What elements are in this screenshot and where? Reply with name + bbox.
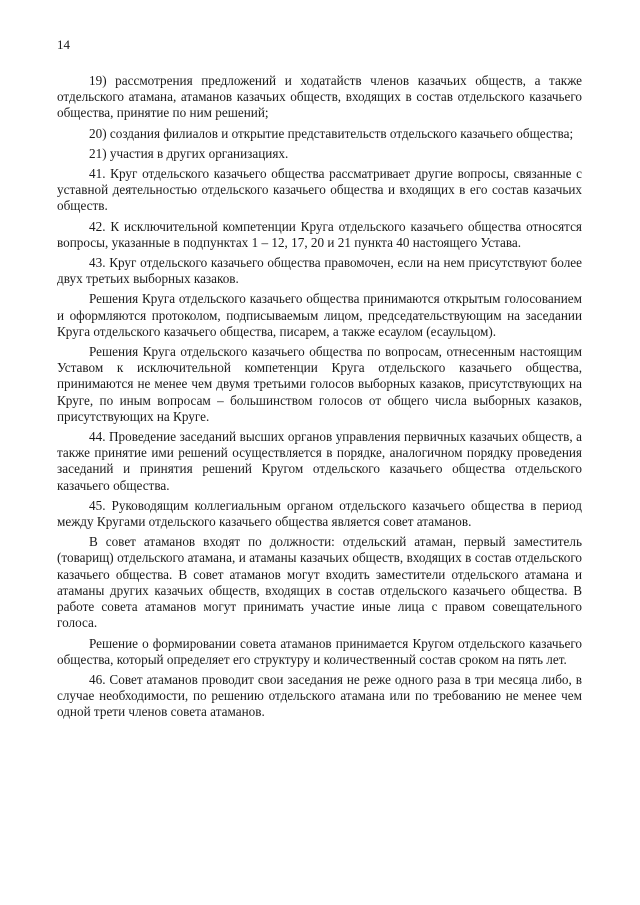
paragraph-clause-44: 44. Проведение заседаний высших органов управления первичных казачьих обществ, а также принятие ими решений осуществляется в порядке, аналогичном порядку проведения заседаний и принятия решений Кругом отдельского казачьего общества отдельского казачьего общества.: [57, 429, 582, 493]
paragraph-decisions-voting: Решения Круга отдельского казачьего общества принимаются открытым голосованием и оформляются протоколом, подписываемым лицом, председательствующим на заседании Круга отдельского казачьего общества, писарем, а также есаулом (есаульцом).: [57, 291, 582, 339]
paragraph-clause-46: 46. Совет атаманов проводит свои заседания не реже одного раза в три месяца либо, в случае необходимости, по решению отдельского атамана или по требованию не менее чем одной трети членов совета атаманов.: [57, 671, 582, 720]
paragraph-item-19: 19) рассмотрения предложений и ходатайств членов казачьих обществ, а также отдельского атамана, атаманов казачьих обществ, входящих в состав отдельского казачьего общества, принятие по ним решений;: [57, 73, 582, 121]
paragraph-clause-42: 42. К исключительной компетенции Круга отдельского казачьего общества относятся вопросы, указанные в подпунктах 1 – 12, 17, 20 и 21 пункта 40 настоящего Устава.: [57, 218, 582, 250]
paragraph-council-formation: Решение о формировании совета атаманов принимается Кругом отдельского казачьего общества, который определяет его структуру и количественный состав сроком на пять лет.: [57, 635, 582, 667]
document-body: [57, 73, 582, 725]
paragraph-item-20: 20) создания филиалов и открытие представительств отдельского казачьего общества;: [89, 125, 574, 141]
paragraph-decisions-majority: Решения Круга отдельского казачьего общества по вопросам, отнесенным настоящим Уставом к исключительной компетенции Круга отдельского казачьего общества, принимаются не менее чем двумя третьими голосов выборных казаков, присутствующих на Круге, по иным вопросам – большинством голосов от общего числа выборных казаков, присутствующих на Круге.: [57, 344, 582, 424]
paragraph-item-21: 21) участия в других организациях.: [89, 145, 289, 161]
paragraph-clause-45: 45. Руководящим коллегиальным органом отдельского казачьего общества в период между Кругами отдельского казачьего общества является совет атаманов.: [57, 497, 582, 530]
page-number: 14: [57, 37, 70, 52]
paragraph-council-members: В совет атаманов входят по должности: отдельский атаман, первый заместитель (товарищ) отдельского атамана, и атаманы казачьих обществ, входящих в состав отдельского казачьего общества. В совет атаманов могут входить заместители отдельского атамана и атаманы других казачьих обществ, входящих в состав отдельского казачьего общества. В работе совета атаманов могут принимать участие иные лица с правом совещательного голоса.: [57, 534, 582, 631]
paragraph-clause-41: 41. Круг отдельского казачьего общества рассматривает другие вопросы, связанные с уставной деятельностью отдельского казачьего общества и входящих в его состав казачьих обществ.: [57, 166, 582, 214]
paragraph-clause-43: 43. Круг отдельского казачьего общества правомочен, если на нем присутствуют более двух третьих выборных казаков.: [57, 255, 582, 287]
